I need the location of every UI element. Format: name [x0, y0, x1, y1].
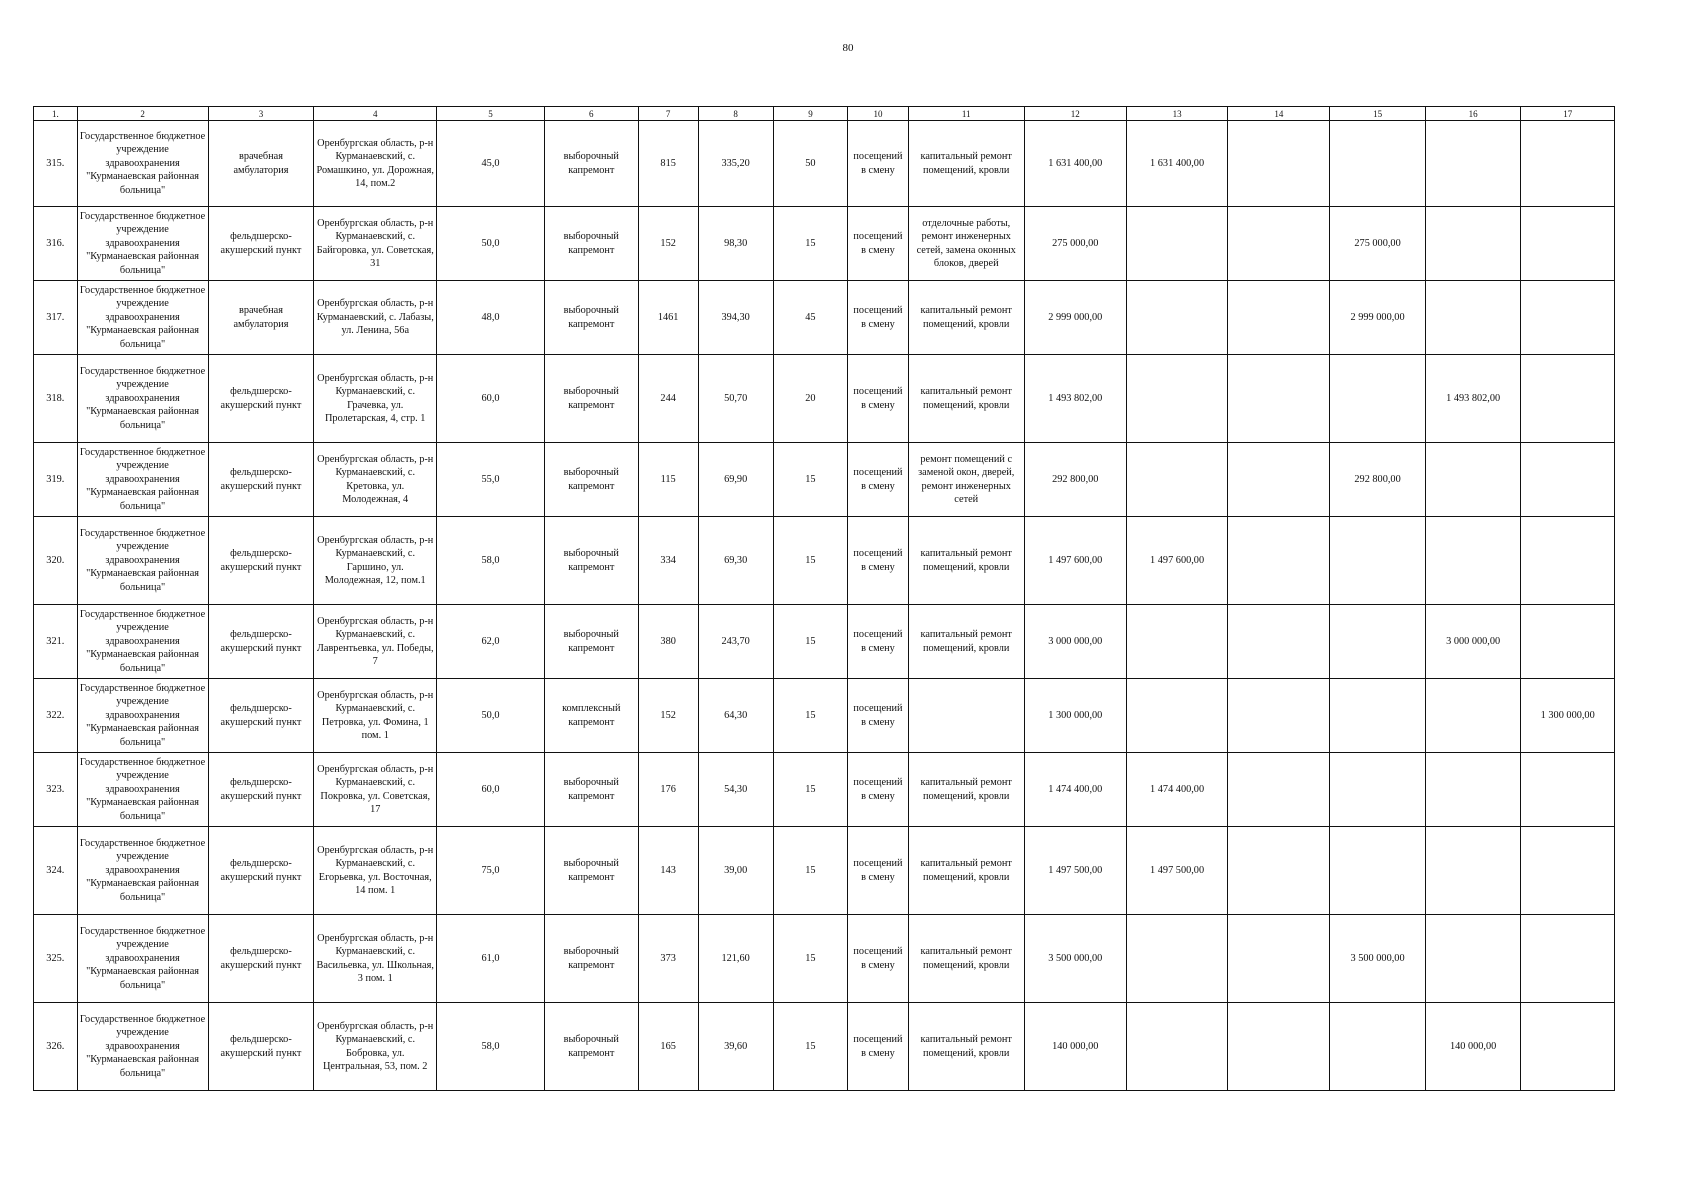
cell-total-cost: 2 999 000,00 — [1024, 281, 1126, 355]
cell-cost-year-5 — [1521, 121, 1615, 207]
cell-facility-type: фельдшерско-акушерский пункт — [208, 753, 314, 827]
table-row — [34, 207, 1615, 281]
cell-total-cost: 140 000,00 — [1024, 1003, 1126, 1091]
cell-cost-year-5 — [1521, 355, 1615, 443]
cell-cost-year-3 — [1330, 1003, 1426, 1091]
cell-cost-year-2 — [1228, 753, 1330, 827]
cell-total-cost: 1 497 500,00 — [1024, 827, 1126, 915]
cell-repair-type: выборочный капремонт — [545, 605, 638, 679]
column-header: 4 — [314, 107, 437, 121]
cell-capacity: 15 — [773, 679, 848, 753]
cell-total-cost: 1 631 400,00 — [1024, 121, 1126, 207]
cell-cost-year-4 — [1425, 121, 1521, 207]
cell-cost-year-4 — [1425, 443, 1521, 517]
cell-capacity-unit: посещений в смену — [848, 121, 908, 207]
cell-address: Оренбургская область, р-н Курманаевский, с. Кретовка, ул. Молодежная, 4 — [314, 443, 437, 517]
cell-indicator-7: 115 — [638, 443, 698, 517]
cell-indicator-7: 176 — [638, 753, 698, 827]
cell-indicator-8: 39,00 — [698, 827, 773, 915]
cell-capacity-unit: посещений в смену — [848, 443, 908, 517]
column-header: 12 — [1024, 107, 1126, 121]
cell-works-description: капитальный ремонт помещений, кровли — [908, 827, 1024, 915]
cell-area: 45,0 — [437, 121, 545, 207]
cell-capacity: 20 — [773, 355, 848, 443]
cell-cost-year-1 — [1126, 281, 1228, 355]
cell-facility-type: фельдшерско-акушерский пункт — [208, 443, 314, 517]
cell-address: Оренбургская область, р-н Курманаевский, с. Егорьевка, ул. Восточная, 14 пом. 1 — [314, 827, 437, 915]
cell-cost-year-5 — [1521, 915, 1615, 1003]
capital-repair-table — [33, 106, 1615, 1091]
cell-cost-year-2 — [1228, 281, 1330, 355]
cell-row-number: 324. — [34, 827, 78, 915]
cell-indicator-7: 380 — [638, 605, 698, 679]
cell-cost-year-3: 275 000,00 — [1330, 207, 1426, 281]
cell-repair-type: выборочный капремонт — [545, 443, 638, 517]
cell-indicator-8: 98,30 — [698, 207, 773, 281]
cell-area: 58,0 — [437, 1003, 545, 1091]
cell-institution: Государственное бюджетное учреждение здравоохранения "Курманаевская районная больница" — [77, 517, 208, 605]
cell-institution: Государственное бюджетное учреждение здравоохранения "Курманаевская районная больница" — [77, 1003, 208, 1091]
cell-indicator-7: 152 — [638, 679, 698, 753]
table-row — [34, 355, 1615, 443]
cell-indicator-7: 143 — [638, 827, 698, 915]
cell-row-number: 315. — [34, 121, 78, 207]
cell-cost-year-1 — [1126, 679, 1228, 753]
cell-indicator-8: 50,70 — [698, 355, 773, 443]
cell-repair-type: выборочный капремонт — [545, 827, 638, 915]
cell-cost-year-2 — [1228, 679, 1330, 753]
table-row — [34, 517, 1615, 605]
cell-area: 75,0 — [437, 827, 545, 915]
cell-cost-year-3: 3 500 000,00 — [1330, 915, 1426, 1003]
cell-total-cost: 1 493 802,00 — [1024, 355, 1126, 443]
cell-institution: Государственное бюджетное учреждение здравоохранения "Курманаевская районная больница" — [77, 355, 208, 443]
cell-repair-type: выборочный капремонт — [545, 1003, 638, 1091]
cell-cost-year-2 — [1228, 827, 1330, 915]
cell-cost-year-1 — [1126, 355, 1228, 443]
cell-capacity-unit: посещений в смену — [848, 605, 908, 679]
cell-total-cost: 1 300 000,00 — [1024, 679, 1126, 753]
cell-cost-year-3 — [1330, 679, 1426, 753]
cell-total-cost: 1 497 600,00 — [1024, 517, 1126, 605]
column-header: 5 — [437, 107, 545, 121]
cell-capacity: 45 — [773, 281, 848, 355]
cell-indicator-7: 815 — [638, 121, 698, 207]
table-row — [34, 679, 1615, 753]
cell-address: Оренбургская область, р-н Курманаевский, с. Лаврентьевка, ул. Победы, 7 — [314, 605, 437, 679]
column-header: 15 — [1330, 107, 1426, 121]
cell-institution: Государственное бюджетное учреждение здравоохранения "Курманаевская районная больница" — [77, 753, 208, 827]
column-header: 2 — [77, 107, 208, 121]
table-row — [34, 443, 1615, 517]
cell-cost-year-4 — [1425, 517, 1521, 605]
table-row — [34, 1003, 1615, 1091]
cell-address: Оренбургская область, р-н Курманаевский, с. Бобровка, ул. Центральная, 53, пом. 2 — [314, 1003, 437, 1091]
cell-cost-year-4 — [1425, 753, 1521, 827]
cell-cost-year-3: 2 999 000,00 — [1330, 281, 1426, 355]
cell-institution: Государственное бюджетное учреждение здравоохранения "Курманаевская районная больница" — [77, 915, 208, 1003]
cell-address: Оренбургская область, р-н Курманаевский, с. Грачевка, ул. Пролетарская, 4, стр. 1 — [314, 355, 437, 443]
cell-total-cost: 3 000 000,00 — [1024, 605, 1126, 679]
cell-area: 61,0 — [437, 915, 545, 1003]
cell-facility-type: фельдшерско-акушерский пункт — [208, 1003, 314, 1091]
cell-cost-year-2 — [1228, 355, 1330, 443]
cell-cost-year-3 — [1330, 605, 1426, 679]
table-body — [34, 121, 1615, 1091]
page-number: 80 — [842, 42, 854, 54]
cell-capacity: 15 — [773, 443, 848, 517]
cell-capacity-unit: посещений в смену — [848, 679, 908, 753]
cell-works-description: капитальный ремонт помещений, кровли — [908, 121, 1024, 207]
cell-works-description: отделочные работы, ремонт инженерных сетей, замена оконных блоков, дверей — [908, 207, 1024, 281]
cell-institution: Государственное бюджетное учреждение здравоохранения "Курманаевская районная больница" — [77, 605, 208, 679]
cell-indicator-7: 165 — [638, 1003, 698, 1091]
cell-cost-year-1: 1 631 400,00 — [1126, 121, 1228, 207]
cell-repair-type: выборочный капремонт — [545, 121, 638, 207]
cell-row-number: 325. — [34, 915, 78, 1003]
cell-institution: Государственное бюджетное учреждение здравоохранения "Курманаевская районная больница" — [77, 827, 208, 915]
cell-indicator-7: 334 — [638, 517, 698, 605]
cell-indicator-8: 64,30 — [698, 679, 773, 753]
cell-cost-year-1 — [1126, 605, 1228, 679]
cell-indicator-8: 69,90 — [698, 443, 773, 517]
cell-cost-year-2 — [1228, 1003, 1330, 1091]
cell-capacity-unit: посещений в смену — [848, 915, 908, 1003]
column-header: 17 — [1521, 107, 1615, 121]
cell-repair-type: выборочный капремонт — [545, 915, 638, 1003]
cell-cost-year-1 — [1126, 207, 1228, 281]
cell-total-cost: 292 800,00 — [1024, 443, 1126, 517]
cell-area: 50,0 — [437, 207, 545, 281]
column-header: 9 — [773, 107, 848, 121]
cell-repair-type: комплексный капремонт — [545, 679, 638, 753]
cell-repair-type: выборочный капремонт — [545, 281, 638, 355]
cell-repair-type: выборочный капремонт — [545, 517, 638, 605]
cell-repair-type: выборочный капремонт — [545, 355, 638, 443]
cell-area: 58,0 — [437, 517, 545, 605]
column-header: 1. — [34, 107, 78, 121]
cell-row-number: 322. — [34, 679, 78, 753]
cell-capacity: 15 — [773, 207, 848, 281]
cell-indicator-7: 244 — [638, 355, 698, 443]
cell-indicator-8: 243,70 — [698, 605, 773, 679]
cell-area: 62,0 — [437, 605, 545, 679]
cell-cost-year-1: 1 497 500,00 — [1126, 827, 1228, 915]
cell-indicator-8: 39,60 — [698, 1003, 773, 1091]
cell-total-cost: 1 474 400,00 — [1024, 753, 1126, 827]
column-header: 6 — [545, 107, 638, 121]
cell-indicator-8: 54,30 — [698, 753, 773, 827]
cell-works-description: капитальный ремонт помещений, кровли — [908, 355, 1024, 443]
cell-cost-year-4 — [1425, 915, 1521, 1003]
cell-capacity: 15 — [773, 915, 848, 1003]
column-header: 16 — [1425, 107, 1521, 121]
cell-cost-year-4 — [1425, 207, 1521, 281]
cell-indicator-7: 373 — [638, 915, 698, 1003]
column-header: 13 — [1126, 107, 1228, 121]
cell-cost-year-2 — [1228, 915, 1330, 1003]
cell-cost-year-5 — [1521, 827, 1615, 915]
cell-facility-type: врачебная амбулатория — [208, 281, 314, 355]
cell-institution: Государственное бюджетное учреждение здравоохранения "Курманаевская районная больница" — [77, 679, 208, 753]
cell-facility-type: фельдшерско-акушерский пункт — [208, 605, 314, 679]
cell-cost-year-5 — [1521, 281, 1615, 355]
cell-cost-year-3: 292 800,00 — [1330, 443, 1426, 517]
cell-cost-year-3 — [1330, 121, 1426, 207]
cell-works-description: ремонт помещений с заменой окон, дверей, ремонт инженерных сетей — [908, 443, 1024, 517]
cell-address: Оренбургская область, р-н Курманаевский, с. Покровка, ул. Советская, 17 — [314, 753, 437, 827]
cell-address: Оренбургская область, р-н Курманаевский, с. Петровка, ул. Фомина, 1 пом. 1 — [314, 679, 437, 753]
cell-area: 48,0 — [437, 281, 545, 355]
cell-capacity-unit: посещений в смену — [848, 355, 908, 443]
cell-cost-year-4: 140 000,00 — [1425, 1003, 1521, 1091]
column-header: 11 — [908, 107, 1024, 121]
cell-works-description — [908, 679, 1024, 753]
table-row — [34, 827, 1615, 915]
cell-cost-year-5 — [1521, 605, 1615, 679]
cell-row-number: 318. — [34, 355, 78, 443]
cell-capacity-unit: посещений в смену — [848, 281, 908, 355]
cell-capacity: 50 — [773, 121, 848, 207]
cell-facility-type: врачебная амбулатория — [208, 121, 314, 207]
cell-institution: Государственное бюджетное учреждение здравоохранения "Курманаевская районная больница" — [77, 281, 208, 355]
cell-works-description: капитальный ремонт помещений, кровли — [908, 1003, 1024, 1091]
cell-cost-year-4: 1 493 802,00 — [1425, 355, 1521, 443]
cell-cost-year-3 — [1330, 753, 1426, 827]
cell-facility-type: фельдшерско-акушерский пункт — [208, 207, 314, 281]
cell-cost-year-5 — [1521, 1003, 1615, 1091]
cell-cost-year-2 — [1228, 443, 1330, 517]
cell-area: 50,0 — [437, 679, 545, 753]
cell-area: 60,0 — [437, 355, 545, 443]
column-number-row — [34, 107, 1615, 121]
cell-indicator-8: 394,30 — [698, 281, 773, 355]
cell-capacity-unit: посещений в смену — [848, 827, 908, 915]
cell-works-description: капитальный ремонт помещений, кровли — [908, 915, 1024, 1003]
cell-cost-year-4 — [1425, 827, 1521, 915]
cell-cost-year-2 — [1228, 517, 1330, 605]
cell-address: Оренбургская область, р-н Курманаевский, с. Васильевка, ул. Школьная, 3 пом. 1 — [314, 915, 437, 1003]
cell-facility-type: фельдшерско-акушерский пункт — [208, 679, 314, 753]
cell-row-number: 316. — [34, 207, 78, 281]
cell-facility-type: фельдшерско-акушерский пункт — [208, 517, 314, 605]
cell-cost-year-5 — [1521, 207, 1615, 281]
cell-indicator-8: 121,60 — [698, 915, 773, 1003]
cell-works-description: капитальный ремонт помещений, кровли — [908, 517, 1024, 605]
cell-works-description: капитальный ремонт помещений, кровли — [908, 753, 1024, 827]
cell-row-number: 319. — [34, 443, 78, 517]
cell-institution: Государственное бюджетное учреждение здравоохранения "Курманаевская районная больница" — [77, 207, 208, 281]
cell-row-number: 323. — [34, 753, 78, 827]
cell-cost-year-2 — [1228, 121, 1330, 207]
cell-repair-type: выборочный капремонт — [545, 207, 638, 281]
cell-indicator-8: 69,30 — [698, 517, 773, 605]
cell-cost-year-3 — [1330, 355, 1426, 443]
cell-capacity: 15 — [773, 605, 848, 679]
cell-address: Оренбургская область, р-н Курманаевский, с. Байгоровка, ул. Советская, 31 — [314, 207, 437, 281]
column-header: 8 — [698, 107, 773, 121]
cell-capacity-unit: посещений в смену — [848, 517, 908, 605]
cell-area: 60,0 — [437, 753, 545, 827]
table-row — [34, 915, 1615, 1003]
cell-total-cost: 275 000,00 — [1024, 207, 1126, 281]
cell-capacity-unit: посещений в смену — [848, 753, 908, 827]
cell-capacity: 15 — [773, 827, 848, 915]
cell-capacity: 15 — [773, 517, 848, 605]
cell-row-number: 321. — [34, 605, 78, 679]
cell-row-number: 326. — [34, 1003, 78, 1091]
cell-address: Оренбургская область, р-н Курманаевский, с. Гаршино, ул. Молодежная, 12, пом.1 — [314, 517, 437, 605]
cell-facility-type: фельдшерско-акушерский пункт — [208, 355, 314, 443]
cell-address: Оренбургская область, р-н Курманаевский, с. Ромашкино, ул. Дорожная, 14, пом.2 — [314, 121, 437, 207]
cell-capacity: 15 — [773, 753, 848, 827]
cell-capacity: 15 — [773, 1003, 848, 1091]
cell-cost-year-1 — [1126, 915, 1228, 1003]
cell-cost-year-3 — [1330, 827, 1426, 915]
cell-facility-type: фельдшерско-акушерский пункт — [208, 915, 314, 1003]
column-header: 7 — [638, 107, 698, 121]
cell-indicator-7: 152 — [638, 207, 698, 281]
cell-cost-year-4 — [1425, 281, 1521, 355]
cell-capacity-unit: посещений в смену — [848, 1003, 908, 1091]
cell-works-description: капитальный ремонт помещений, кровли — [908, 281, 1024, 355]
cell-cost-year-2 — [1228, 207, 1330, 281]
column-header: 10 — [848, 107, 908, 121]
cell-cost-year-1: 1 497 600,00 — [1126, 517, 1228, 605]
cell-repair-type: выборочный капремонт — [545, 753, 638, 827]
cell-institution: Государственное бюджетное учреждение здравоохранения "Курманаевская районная больница" — [77, 121, 208, 207]
cell-cost-year-5: 1 300 000,00 — [1521, 679, 1615, 753]
table-row — [34, 605, 1615, 679]
cell-row-number: 320. — [34, 517, 78, 605]
cell-capacity-unit: посещений в смену — [848, 207, 908, 281]
cell-row-number: 317. — [34, 281, 78, 355]
cell-cost-year-5 — [1521, 753, 1615, 827]
cell-cost-year-2 — [1228, 605, 1330, 679]
cell-indicator-7: 1461 — [638, 281, 698, 355]
cell-indicator-8: 335,20 — [698, 121, 773, 207]
cell-facility-type: фельдшерско-акушерский пункт — [208, 827, 314, 915]
cell-cost-year-1: 1 474 400,00 — [1126, 753, 1228, 827]
cell-address: Оренбургская область, р-н Курманаевский, с. Лабазы, ул. Ленина, 56а — [314, 281, 437, 355]
table-row — [34, 753, 1615, 827]
table-row — [34, 281, 1615, 355]
table-row — [34, 121, 1615, 207]
cell-total-cost: 3 500 000,00 — [1024, 915, 1126, 1003]
column-header: 14 — [1228, 107, 1330, 121]
cell-cost-year-3 — [1330, 517, 1426, 605]
cell-cost-year-1 — [1126, 443, 1228, 517]
cell-institution: Государственное бюджетное учреждение здравоохранения "Курманаевская районная больница" — [77, 443, 208, 517]
cell-cost-year-4 — [1425, 679, 1521, 753]
column-header: 3 — [208, 107, 314, 121]
cell-works-description: капитальный ремонт помещений, кровли — [908, 605, 1024, 679]
cell-cost-year-5 — [1521, 517, 1615, 605]
cell-area: 55,0 — [437, 443, 545, 517]
cell-cost-year-1 — [1126, 1003, 1228, 1091]
cell-cost-year-4: 3 000 000,00 — [1425, 605, 1521, 679]
cell-cost-year-5 — [1521, 443, 1615, 517]
